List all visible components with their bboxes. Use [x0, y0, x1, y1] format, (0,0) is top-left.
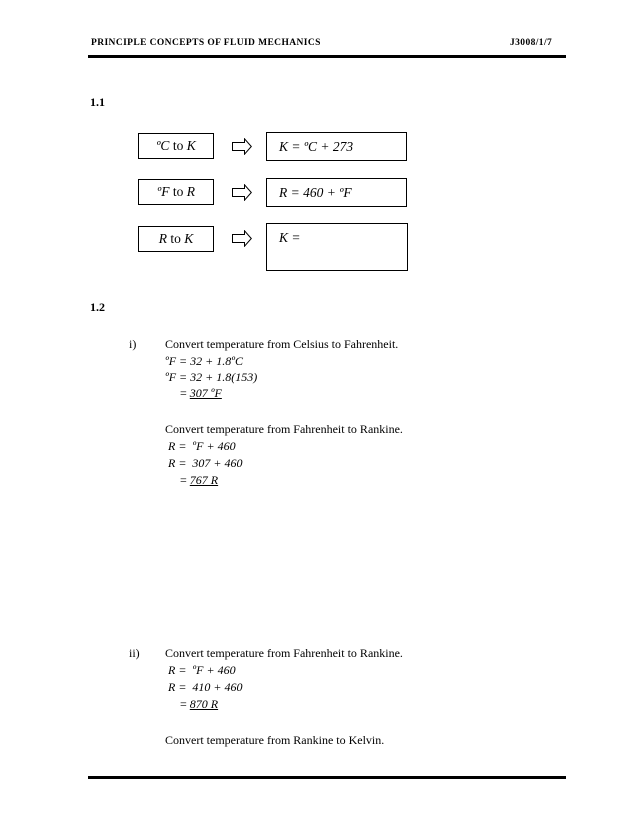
to-unit: K — [186, 138, 196, 153]
part-ii-step1-answer: 870 R — [189, 697, 219, 711]
header-rule — [88, 55, 566, 58]
equals-sign: = — [180, 697, 190, 711]
right-arrow-icon — [232, 184, 252, 201]
part-ii-step1-result — [180, 697, 218, 711]
to-unit: R — [186, 184, 195, 199]
part-i-step1-line1: ºF = 32 + 1.8ºC — [165, 354, 243, 368]
part-i-step2-result — [180, 473, 218, 487]
part-i-label: i) — [129, 337, 137, 351]
formula-box-kelvin-from-rankine: K = — [266, 223, 408, 271]
part-ii-step1-line2: R = 410 + 460 — [168, 680, 243, 694]
from-unit: ºF — [157, 184, 170, 199]
part-i-step2-line1: R = ºF + 460 — [168, 439, 236, 453]
equals-sign: = — [180, 473, 190, 487]
formula-box-kelvin-from-celsius: K = ºC + 273 — [266, 132, 407, 161]
right-arrow-icon — [232, 230, 252, 247]
part-i-step2-answer: 767 R — [189, 473, 219, 487]
header-title: PRINCIPLE CONCEPTS OF FLUID MECHANICS — [91, 38, 321, 48]
conversion-box-r-to-k — [138, 226, 214, 252]
to-word: to — [172, 138, 184, 153]
equals-sign: = — [180, 386, 190, 400]
header-page-code: J3008/1/7 — [510, 38, 553, 48]
part-ii-step1-line1: R = ºF + 460 — [168, 663, 236, 677]
section-1-1-number: 1.1 — [90, 95, 105, 109]
part-ii-step2-title: Convert temperature from Rankine to Kelvin. — [165, 733, 385, 747]
part-i-step2-line2: R = 307 + 460 — [168, 456, 243, 470]
part-ii-step1-title: Convert temperature from Fahrenheit to Rankine. — [165, 646, 403, 660]
conversion-box-f-to-r — [138, 179, 214, 205]
right-arrow-icon — [232, 138, 252, 155]
conversion-box-c-to-k — [138, 133, 214, 159]
to-unit: K — [184, 231, 194, 246]
formula-box-rankine-from-fahrenheit: R = 460 + ºF — [266, 178, 407, 207]
from-unit: ºC — [156, 138, 170, 153]
part-ii-label: ii) — [129, 646, 140, 660]
footer-rule — [88, 776, 566, 779]
to-word: to — [170, 231, 181, 246]
to-word: to — [172, 184, 184, 199]
part-i-step1-result — [180, 386, 222, 400]
part-i-step2-title: Convert temperature from Fahrenheit to Rankine. — [165, 422, 403, 436]
part-i-step1-answer: 307 ºF — [189, 386, 222, 400]
part-i-step1-line2: ºF = 32 + 1.8(153) — [165, 370, 258, 384]
section-1-2-number: 1.2 — [90, 300, 105, 314]
part-i-step1-title: Convert temperature from Celsius to Fahrenheit. — [165, 337, 399, 351]
from-unit: R — [158, 231, 167, 246]
